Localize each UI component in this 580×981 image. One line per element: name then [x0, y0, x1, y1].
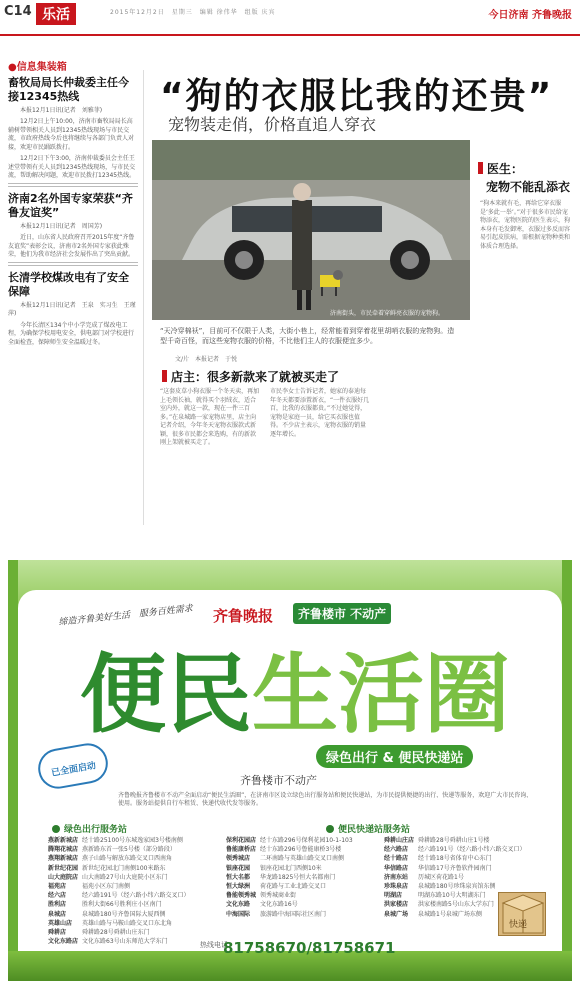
station-row[interactable]: [48, 919, 218, 928]
article2-body: 近日，山东省人民政府召开2015年度“齐鲁友谊奖”表彰会议，济南市2名外国专家获此殊荣，他们为我市经济社会发展作出了突出贡献。: [8, 234, 135, 258]
station-address: 舜耕路28号舜耕山庄1号楼: [418, 837, 490, 844]
station-address: 经十东路296号保利花园10-1-103: [260, 837, 353, 844]
text-column-2-body: 市民李女士告诉记者，她家的泰迪每年冬天都要添置新衣，“一件衣服好几百，比我的衣服都贵。”不过她觉得，宠物是家庭一员，给它买衣服也值得。不少店主表示，宠物衣服的销量逐年增长。: [270, 388, 370, 438]
red-bar-icon: [478, 162, 483, 174]
station-address: 泉城路1号泉城广场东侧: [418, 910, 482, 918]
column-divider: [143, 70, 144, 525]
red-bar-icon: [162, 370, 167, 382]
station-name: 英雄山店: [48, 919, 73, 927]
station-address: 山大南路27号山大庭院小区东门: [82, 873, 168, 881]
station-name: 洪家楼店: [384, 901, 409, 909]
station-name: 胜利店: [48, 901, 67, 909]
station-name: 经十路店: [384, 855, 409, 863]
station-address: 领秀城商业街: [260, 892, 297, 900]
ad-company: 齐鲁楼市不动产: [240, 774, 317, 787]
station-name: 经六路店: [384, 846, 409, 854]
station-name: 领秀城店: [226, 855, 251, 863]
text-column-2: [270, 388, 370, 439]
station-row[interactable]: [48, 882, 218, 891]
article1-byline: 本报12月1日讯(记者 刘雅菲): [20, 106, 103, 114]
text-column-1: [160, 388, 260, 448]
station-address: 经十路25100号东城逸家园3号楼南侧: [82, 837, 183, 844]
station-row[interactable]: [48, 900, 218, 909]
station-row[interactable]: [226, 845, 376, 854]
station-address: 经六路191号（经六路小纬六路交叉口）: [82, 892, 190, 900]
station-address: 经十路18号省体育中心东门: [418, 855, 492, 863]
article3-byline: 本报12月1日讯(记者 王泉 实习生 王瑾萍): [8, 301, 136, 317]
station-name: 鲁能领秀城: [226, 892, 257, 900]
subheading-shopkeeper-text: 店主：很多新款来了就被买走了: [171, 370, 340, 384]
station-row[interactable]: [226, 910, 376, 919]
issue-meta: 2015年12月2日 星期三 编辑 徐伟华 组版 庆宾: [110, 9, 276, 16]
station-name: 舜耕山庄店: [384, 837, 415, 844]
subheading-doctor: [478, 160, 523, 177]
station-address: 泉城路180号齐鲁国际大厦西侧: [82, 910, 166, 918]
station-name: 华信路店: [384, 864, 409, 872]
station-address: 华龙路1825号恒大名都南门: [260, 873, 336, 881]
advertisement[interactable]: [8, 560, 572, 981]
station-address: 经十东路296号鲁能康桥3号楼: [260, 846, 342, 854]
text-filler: [8, 262, 138, 268]
station-address: 燕子山路与解放东路交叉口西南角: [82, 855, 173, 863]
station-row[interactable]: [48, 873, 218, 882]
text-column-doctor-body: “狗本来就有毛，再给它穿衣服是‘多此一举’。”对于很多市民给宠物添衣，宠物医院的医生表示，狗本身有毛发御寒，衣服过多反而容易引起皮肤病，需根据宠物种类和体质合理选择。: [480, 200, 571, 250]
station-name: 山大庭院店: [48, 873, 79, 881]
station-name: 燕新新城店: [48, 837, 79, 844]
launch-stamp: 已全面启动: [35, 740, 111, 792]
station-address: 银座花园北门西侧10米: [260, 864, 322, 872]
station-row[interactable]: [384, 836, 544, 845]
station-name: 恒大绿洲: [226, 883, 251, 891]
station-row[interactable]: [384, 882, 544, 891]
photo-description: “天冷穿棉袄”，目前可不仅限于人类，大街小巷上，经常能看到穿着花里胡哨衣服的宠物狗。造型千奇百怪，而这些宠物衣服的价格，不比他们主人的衣服便宜多少。: [160, 327, 455, 345]
station-row[interactable]: [226, 864, 376, 873]
green-travel-list: [48, 836, 218, 946]
info-box-label: ●信息集装箱: [8, 62, 67, 73]
left-column: [8, 64, 138, 347]
station-address: 文化东路16号: [260, 901, 298, 909]
qilu-realestate-logo: 齐鲁楼市 不动产: [293, 603, 391, 624]
station-name: 恒大名都: [226, 873, 251, 881]
station-row[interactable]: [226, 882, 376, 891]
station-name: 银座花园: [226, 864, 251, 872]
article3-title[interactable]: 长清学校煤改电有了安全保障: [8, 270, 129, 298]
page-header: [0, 0, 580, 36]
station-name: 泉城广场: [384, 910, 409, 918]
station-row[interactable]: [48, 854, 218, 863]
text-column-1-body: “这套皮草小狗衣服一个冬天卖，再加上毛领长袖，就得买个羽绒衣，适合室内外，就这一款，现在一件三百多。”在泉城路一家宠物店里，店主向记者介绍，今年冬天宠物衣服款式新颖，很多市民都会来选购，有的新款刚上架就被买走了。: [160, 388, 260, 446]
station-name: 文化东路: [226, 901, 251, 909]
station-name: 新世纪花园: [48, 864, 79, 872]
photo-caption: 济南街头，市民牵着穿鲜亮衣服的宠物狗。: [330, 310, 445, 317]
station-name: 文化东路店: [48, 938, 79, 946]
station-address: 荷花路与工业北路交叉口: [260, 883, 327, 891]
station-row[interactable]: [48, 928, 218, 937]
station-row[interactable]: [48, 891, 218, 900]
station-row[interactable]: [48, 864, 218, 873]
station-name: 珍珠泉店: [384, 883, 409, 891]
station-row[interactable]: [384, 864, 544, 873]
station-row[interactable]: [226, 836, 376, 845]
ad-title-part1: 便民: [80, 645, 252, 745]
station-row[interactable]: [48, 836, 218, 845]
text-column-doctor: [480, 200, 570, 251]
article1-body: 12月2日上午10:00，济南市畜牧局局长高辅树带领相关人员到12345热线现场与市民交流，市政府热线今后也将继续与各部门负责人对接，欢迎市民踊跃拨打。: [8, 118, 135, 151]
station-address: 华信路17号齐鲁软件园南门: [418, 864, 492, 872]
subheading-doctor-2: 宠物不能乱添衣: [486, 180, 571, 194]
station-name: 泉城店: [48, 910, 67, 918]
station-address: 明湖东路10号大明湖东门: [418, 892, 486, 900]
qilu-logo: 齐鲁晚报: [213, 607, 274, 625]
station-row[interactable]: [48, 845, 218, 854]
subheading-doctor-text: 医生：: [487, 162, 524, 176]
ad-slogan: 缔造齐鲁美好生活 服务百姓需求: [58, 603, 194, 629]
phone-icon: 热线电话: [200, 941, 228, 949]
text-filler: [8, 183, 138, 189]
station-address: 洪家楼南路5号山东大学东门: [418, 901, 494, 909]
station-address: 文化东路63号山东师范大学东门: [82, 938, 168, 946]
page-number: C14: [4, 4, 32, 19]
ad-tagline: 绿色出行 & 便民快递站: [316, 745, 473, 768]
grass-left: [8, 560, 18, 981]
article1-title[interactable]: 畜牧局局长仲裁委主任今接12345热线: [8, 75, 129, 103]
station-name: 明湖店: [384, 892, 403, 900]
station-name: 经六店: [48, 892, 67, 900]
station-address: 二环南路与英雄山路交叉口南侧: [260, 855, 345, 863]
article-byline: 文/片 本报记者 于悦: [175, 356, 238, 363]
station-address: 英雄山路与马鞍山路交叉口东北角: [82, 919, 173, 927]
station-address: 舜耕路28号舜耕山庄东门: [82, 929, 150, 937]
news-photo: [152, 140, 470, 320]
ad-title-part2: 生活圈: [252, 645, 510, 745]
station-address: 旅游路中海国际社区南门: [260, 910, 327, 918]
station-row[interactable]: [48, 937, 218, 946]
station-address: 福苑小区东门南侧: [82, 883, 131, 891]
station-name: 中海国际: [226, 910, 251, 918]
station-row[interactable]: [48, 910, 218, 919]
station-row[interactable]: [226, 891, 376, 900]
station-row[interactable]: [226, 900, 376, 909]
parcel-label: 快递: [509, 920, 528, 930]
station-row[interactable]: [226, 873, 376, 882]
station-address: 经六路191号（经六路小纬六路交叉口）: [418, 846, 526, 854]
station-name: 鲁能康桥店: [226, 846, 257, 854]
station-name: 保利花园店: [226, 837, 257, 844]
station-name: 腾翔花城店: [48, 846, 79, 854]
station-name: 济南东站: [384, 873, 409, 881]
article3-body: 今年长清区134个中小学完成了煤改电工程，为确保学校用电安全，供电部门对学校进行全面检查，保障师生安全温暖过冬。: [8, 321, 135, 346]
parcel-box-drawing: [499, 893, 547, 937]
express-station-header: 便民快递站服务站: [326, 822, 410, 835]
station-address: 胜利大街66号胜利庄小区南门: [82, 901, 162, 909]
grass-right: [562, 560, 572, 981]
article2-title[interactable]: 济南2名外国专家荣获“齐鲁友谊奖”: [8, 191, 133, 219]
hotline-phone[interactable]: 81758670/81758671: [223, 939, 396, 957]
newspaper-brand: 今日济南 齐鲁晚报: [488, 10, 572, 21]
section-tab[interactable]: 乐活: [36, 3, 76, 25]
station-address: 新世纪花园北门南侧100米路东: [82, 864, 166, 872]
station-address: 燕新路东首一张5号楼（部分路段）: [82, 846, 176, 854]
station-address: 历城区荷花路1号: [418, 873, 464, 881]
station-row[interactable]: [226, 854, 376, 863]
mid-station-list: [226, 836, 376, 919]
subheading-shopkeeper: [162, 368, 339, 385]
ad-big-title: [80, 645, 510, 745]
article2-byline: 本报12月1日讯(记者 周国芳): [20, 222, 103, 230]
station-row[interactable]: [384, 854, 544, 863]
station-name: 福苑店: [48, 883, 67, 891]
main-subhead: 宠物装走俏，价格直追人穿衣: [168, 115, 377, 134]
ad-description: 齐鲁晚报齐鲁楼市不动产全面启动“便民生活圈”，在济南市区设立绿色出行服务站和便民快递站，为市民提供便捷的出行、快递等服务，欢迎广大市民咨询、使用。服务站提供自行车租赁、快递代收代发等服务。: [118, 792, 533, 807]
parcel-box-icon: [498, 892, 546, 936]
station-name: 燕翔新城店: [48, 855, 79, 863]
article1-body2: 12月2日下午3:00，济南仲裁委员会主任王述堂带领有关人员到12345热线现场，与市民交流，帮助解决问题，欢迎市民拨打12345热线。: [8, 155, 136, 179]
green-travel-header: 绿色出行服务站: [52, 822, 127, 835]
street-photo-image: [152, 140, 470, 320]
station-row[interactable]: [384, 845, 544, 854]
main-headline[interactable]: “狗的衣服比我的还贵”: [160, 76, 554, 117]
station-address: 泉城路180号珍珠泉宾馆东侧: [418, 883, 496, 891]
station-row[interactable]: [384, 873, 544, 882]
station-name: 舜耕店: [48, 929, 67, 937]
